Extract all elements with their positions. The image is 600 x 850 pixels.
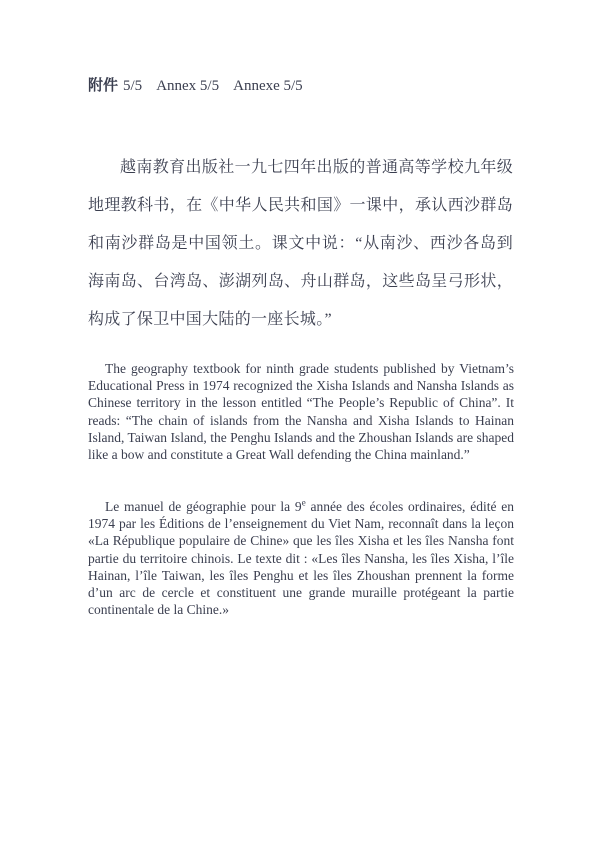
chinese-paragraph: 越南教育出版社一九七四年出版的普通高等学校九年级地理教科书，在《中华人民共和国》一课中，承认西沙群岛和南沙群岛是中国领土。课文中说：“从南沙、西沙各岛到海南岛、台湾岛、澎湖列岛、舟山群岛，这些岛呈弓形状，构成了保卫中国大陆的一座长城。”	[88, 159, 513, 328]
annex-header	[88, 77, 303, 96]
french-paragraph	[88, 498, 514, 618]
ordinal-superscript: e	[301, 497, 306, 508]
annex-label-en: Annex 5/5	[156, 78, 220, 94]
french-text-after-superscript: année des écoles ordinaires, édité en 1974 par les Éditions de l’enseignement du Viet Nam, reconnaît dans la leçon «La République populaire de Chine» que les îles Xisha et les îles Nansha font partie du territoire chinois. Le texte dit : «Les îles Nansha, les îles Xisha, l’île Hainan, l’île Taiwan, les îles Penghu et les îles Zhoushan prennent la forme d’un arc de cercle et constituent une grande muraille protégeant la partie continentale de la Chine.»	[88, 499, 514, 618]
annex-label-zh: 附件	[88, 78, 119, 94]
annex-label-fr: Annexe 5/5	[233, 78, 303, 94]
french-text-before-superscript: Le manuel de géographie pour la 9	[105, 499, 302, 514]
english-paragraph: The geography textbook for ninth grade students published by Vietnam’s Educational Press in 1974 recognized the Xisha Islands and Nansha Islands as Chinese territory in the lesson entitled “The People’s Republic of China”. It reads: “The chain of islands from the Nansha and Xisha Islands to Hainan Island, Taiwan Island, the Penghu Islands and the Zhoushan Islands are shaped like a bow and constitute a Great Wall defending the China mainland.”	[88, 361, 514, 463]
annex-number: 5/5	[123, 78, 143, 94]
